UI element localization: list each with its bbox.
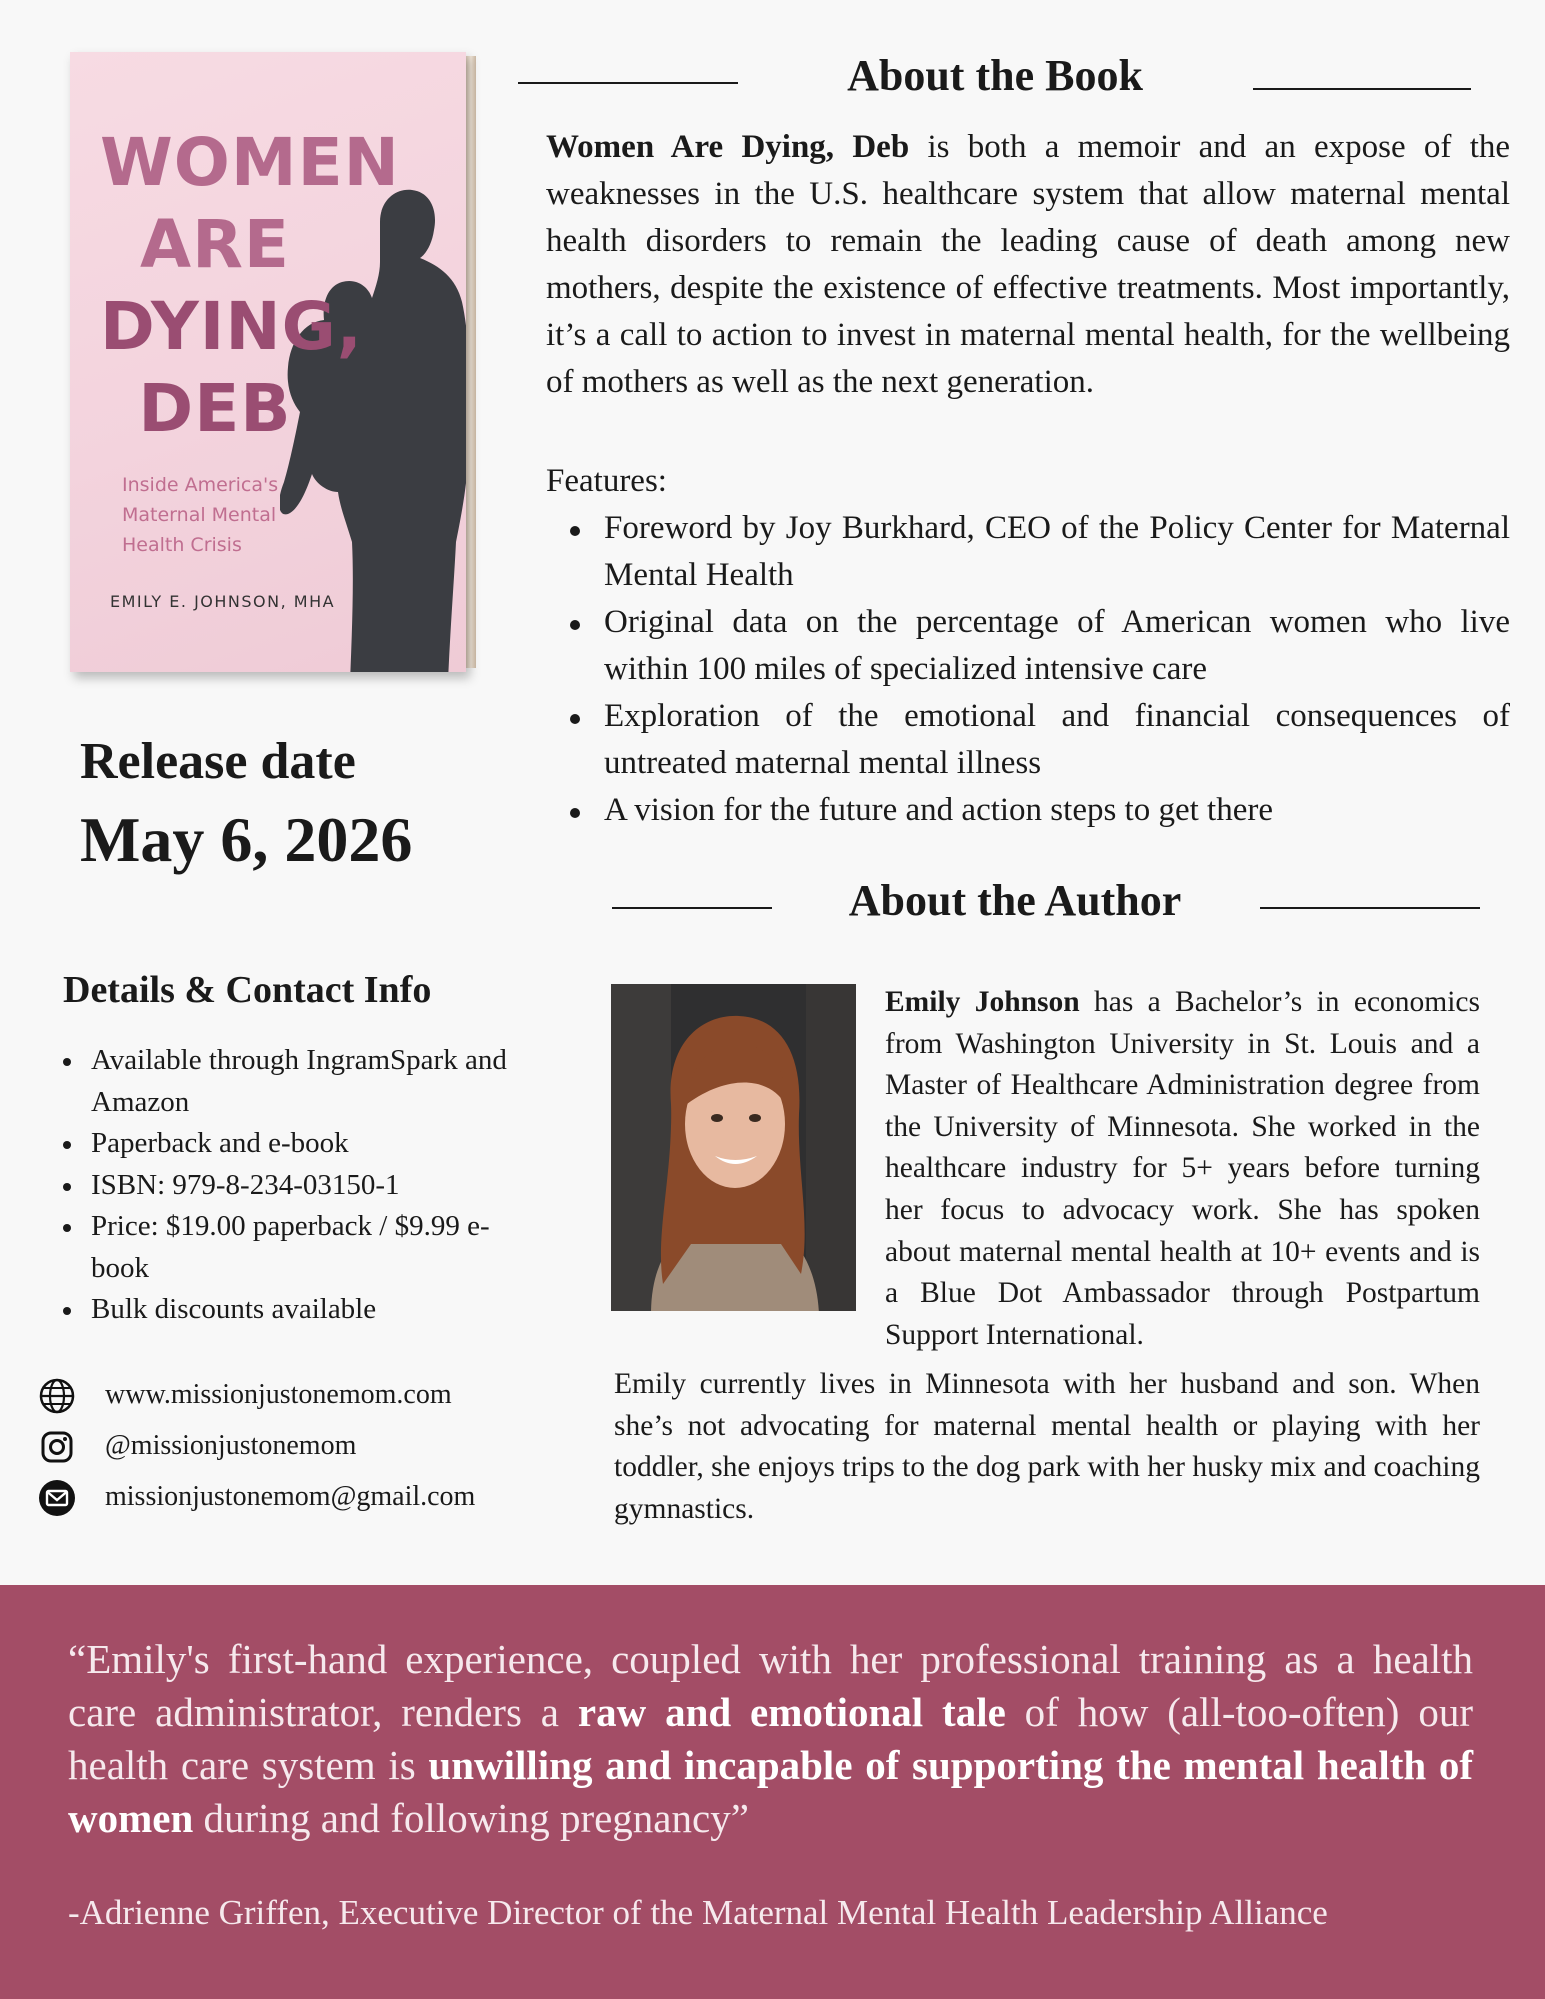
- contact-email[interactable]: [38, 1477, 518, 1517]
- author-bio: [885, 982, 1480, 1356]
- email-link[interactable]: missionjustonemom@gmail.com: [105, 1481, 476, 1512]
- author-name-bold: Emily Johnson: [885, 986, 1080, 1018]
- details-item: Price: $19.00 paperback / $9.99 e-book: [63, 1206, 513, 1289]
- about-author-heading: About the Author: [848, 876, 1182, 925]
- author-bio-text: has a Bachelor’s in economics from Washington University in St. Louis and a Master of Healthcare Administration degree from the University of Minnesota. She worked in the healthcare industry for 5+ years before turning her focus to advocacy work. She has spoken about maternal mental health at 10+ events and is a Blue Dot Ambassador through Postpartum Support International.: [885, 986, 1481, 1351]
- details-item: ISBN: 979-8-234-03150-1: [63, 1165, 513, 1207]
- instagram-icon: [38, 1428, 76, 1466]
- quote-text: “Emily's first-hand experience, coupled with her professional training as a health care administrator, renders a: [68, 1636, 1473, 1735]
- book-description-text: is both a memoir and an expose of the weaknesses in the U.S. healthcare system that allow maternal mental health disorders to remain the leading cause of death among new mothers, despite the existence of effective treatments. Most importantly, it’s a call to action to invest in maternal mental health, for the wellbeing of mothers as well as the next generation.: [546, 129, 1511, 400]
- book-cover: [70, 52, 466, 672]
- cover-title-line: DYING,: [100, 288, 363, 365]
- quote-text: of how (all-too-often) our health care system is: [68, 1689, 1473, 1788]
- website-link[interactable]: www.missionjustonemom.com: [105, 1379, 452, 1410]
- divider-rule: [1260, 907, 1480, 909]
- details-list: [63, 1040, 513, 1331]
- feature-item: A vision for the future and action steps to get there: [546, 787, 1510, 834]
- features-list: [546, 505, 1510, 834]
- cover-title-line: DEB: [138, 370, 292, 447]
- book-title-bold: Women Are Dying, Deb: [546, 129, 910, 165]
- mail-icon: [38, 1479, 76, 1517]
- book-description: [546, 124, 1510, 406]
- book-spine: [466, 56, 476, 668]
- endorsement-quote: [68, 1633, 1473, 1845]
- author-bio-personal: Emily currently lives in Minnesota with her husband and son. When she’s not advocating for maternal mental health or playing with her toddler, she enjoys trips to the dog park with her husky mix and coaching gymnastics.: [614, 1368, 1480, 1525]
- cover-title-line: WOMEN: [100, 124, 400, 201]
- divider-rule: [612, 907, 772, 909]
- details-item: Bulk discounts available: [63, 1289, 513, 1331]
- contact-instagram[interactable]: [38, 1426, 518, 1466]
- cover-title-line: ARE: [140, 206, 290, 283]
- release-date: May 6, 2026: [80, 804, 413, 875]
- quote-text: during and following pregnancy”: [193, 1795, 749, 1841]
- author-photo-image: [611, 984, 856, 1311]
- release-label: Release date: [80, 733, 356, 790]
- author-photo: [611, 984, 856, 1311]
- feature-item: Exploration of the emotional and financial consequences of untreated maternal mental illness: [546, 693, 1510, 787]
- details-item: Paperback and e-book: [63, 1123, 513, 1165]
- cover-title: [100, 122, 400, 450]
- feature-item: Foreword by Joy Burkhard, CEO of the Policy Center for Maternal Mental Health: [546, 505, 1510, 599]
- divider-rule: [518, 82, 738, 84]
- quote-emphasis: raw and emotional tale: [577, 1689, 1006, 1735]
- cover-author: EMILY E. JOHNSON, MHA: [110, 592, 336, 611]
- feature-item: Original data on the percentage of American women who live within 100 miles of specialized intensive care: [546, 599, 1510, 693]
- contact-website[interactable]: [38, 1375, 518, 1415]
- about-book-heading: About the Book: [847, 51, 1143, 100]
- quote-emphasis: unwilling and incapable of supporting the mental health of women: [68, 1742, 1473, 1841]
- features-label: Features:: [546, 463, 667, 499]
- details-item: Available through IngramSpark and Amazon: [63, 1040, 513, 1123]
- cover-subtitle: Inside America's Maternal Mental Health Crisis: [122, 474, 279, 556]
- globe-icon: [38, 1377, 76, 1415]
- divider-rule: [1253, 88, 1471, 90]
- quote-attribution: -Adrienne Griffen, Executive Director of the Maternal Mental Health Leadership Alliance: [68, 1893, 1328, 1932]
- details-heading: Details & Contact Info: [63, 969, 432, 1011]
- instagram-handle[interactable]: @missionjustonemom: [105, 1430, 357, 1461]
